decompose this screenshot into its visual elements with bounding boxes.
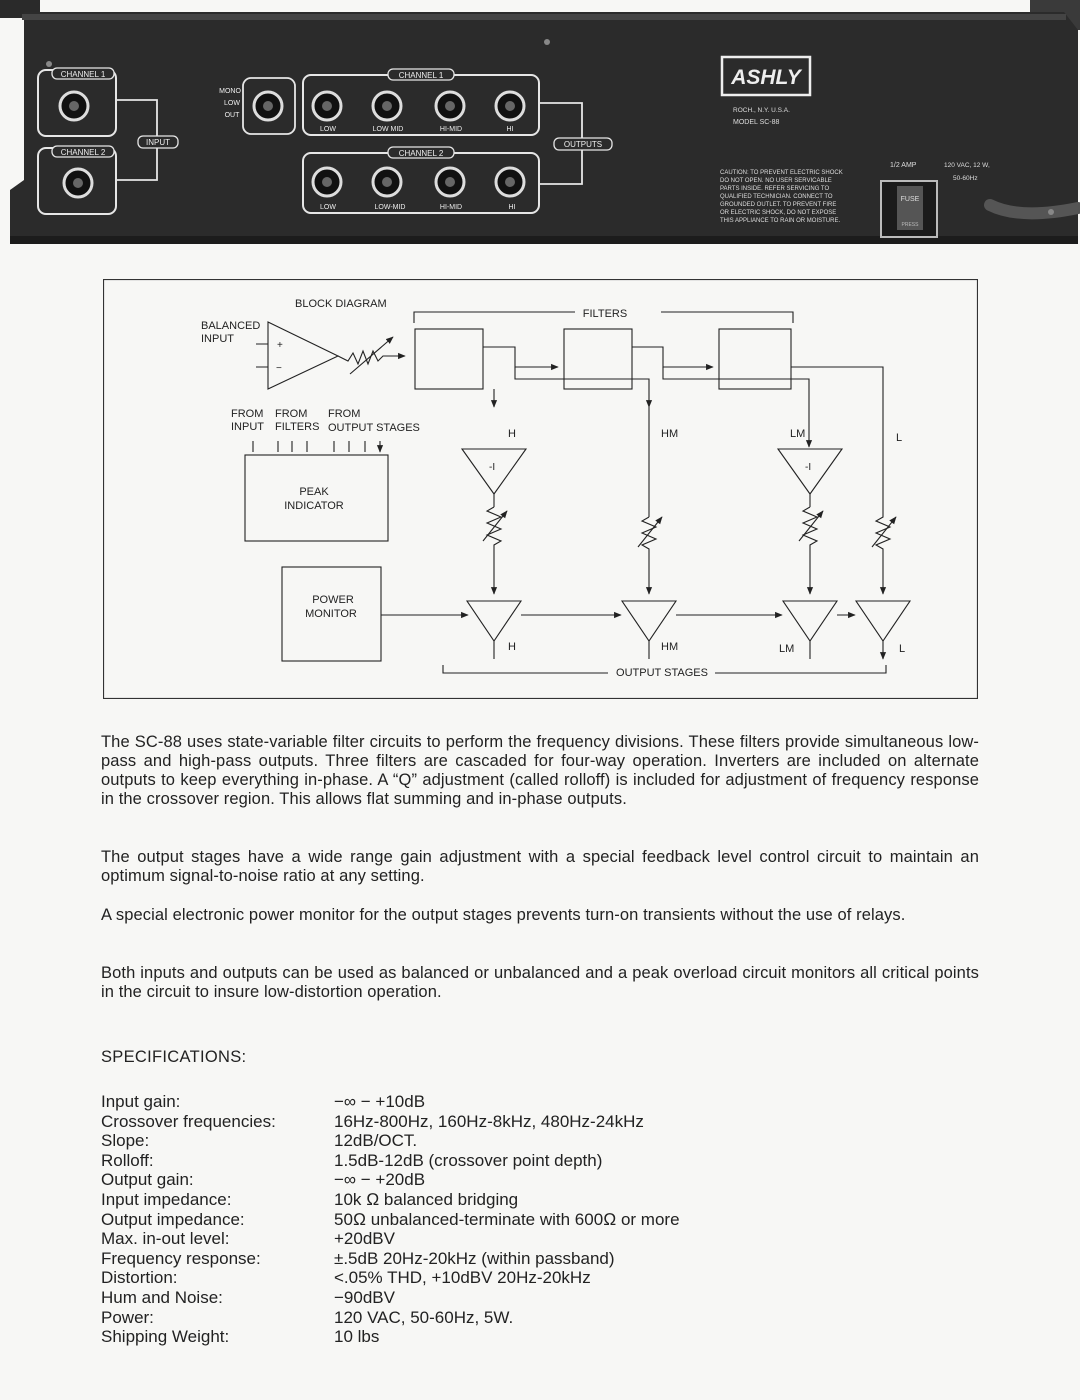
spec-value: −∞ − +20dB xyxy=(334,1170,426,1190)
svg-text:DO NOT OPEN. NO USER SERVICABL: DO NOT OPEN. NO USER SERVICABLE xyxy=(720,178,832,184)
input-label-diagram: INPUT xyxy=(201,333,234,345)
model-text: MODEL SC-88 xyxy=(733,119,780,126)
filter-2 xyxy=(564,329,632,389)
peak-indicator-box xyxy=(245,455,388,541)
spec-value: −∞ − +10dB xyxy=(334,1092,426,1111)
out-l-label: L xyxy=(899,643,906,655)
spec-row xyxy=(101,1249,680,1269)
output-stage-h xyxy=(467,601,521,641)
balanced-label: BALANCED xyxy=(201,320,261,332)
amp-text: 1/2 AMP xyxy=(890,162,917,169)
inverter-lm-label: -I xyxy=(805,462,812,473)
spec-row xyxy=(101,1210,680,1230)
specifications-list xyxy=(101,1092,680,1347)
spec-row xyxy=(101,1092,680,1112)
from-input-1: FROM xyxy=(231,408,264,420)
spec-value: 50Ω unbalanced-terminate with 600Ω or more xyxy=(334,1209,680,1229)
ch1-low-label: LOW xyxy=(320,126,336,133)
fuse-holder[interactable] xyxy=(881,181,937,237)
from-filters-1: FROM xyxy=(275,408,308,420)
output-stage-l xyxy=(856,601,910,641)
out-h-label: H xyxy=(508,641,516,653)
spec-row xyxy=(101,1229,680,1249)
from-filters-2: FILTERS xyxy=(275,421,320,433)
output-stages-label: OUTPUT STAGES xyxy=(616,667,708,679)
output-stage-lm xyxy=(783,601,837,641)
mono-label: MONO xyxy=(219,88,241,95)
outputs-label: OUTPUTS xyxy=(563,140,603,149)
paragraph-filters: The SC-88 uses state-variable filter circuits to perform the frequency divisions. These filters provide simultaneous low-pass and high-pass outputs. Three filters are cascaded for four-way operation. Inverters are included on alternate outputs to keep everything in-phase. A “Q” adjustment (called rolloff) is included for adjustment of frequency response in the crossover region. This allows flat summing and in-phase outputs. xyxy=(101,733,979,808)
from-input-2: INPUT xyxy=(231,421,264,433)
peak-label-1: PEAK xyxy=(299,486,329,498)
spec-row xyxy=(101,1288,680,1308)
fuse-press-label: PRESS xyxy=(901,222,919,228)
ch2-low-label: LOW xyxy=(320,204,336,211)
spec-value: 120 VAC, 50-60Hz, 5W. xyxy=(334,1307,514,1327)
power-label-1: POWER xyxy=(312,594,354,606)
plus-sign: + xyxy=(277,340,283,351)
ch2-low-mid-label: LOW-MID xyxy=(374,204,406,211)
spec-label: Output gain: xyxy=(101,1170,194,1190)
fuse-label: FUSE xyxy=(900,196,920,203)
out-lm-label: LM xyxy=(779,643,795,655)
spec-label: Power: xyxy=(101,1307,154,1327)
ch1-low-mid-label: LOW MID xyxy=(372,126,404,133)
svg-text:QUALIFIED TECHNICIAN. CONNECT: QUALIFIED TECHNICIAN. CONNECT TO xyxy=(720,194,833,200)
diagram-title: BLOCK DIAGRAM xyxy=(295,298,387,310)
input-amplifier xyxy=(268,322,338,389)
filter-1 xyxy=(415,329,483,389)
minus-sign: − xyxy=(276,363,282,374)
spec-label: Input impedance: xyxy=(101,1189,232,1209)
spec-label: Output impedance: xyxy=(101,1209,245,1229)
band-h-label: H xyxy=(508,428,516,440)
channel-1-input-label: CHANNEL 1 xyxy=(60,70,106,79)
location-text: ROCH., N.Y. U.S.A. xyxy=(733,107,790,114)
svg-text:OR ELECTRIC SHOCK, DO NOT EXPO: OR ELECTRIC SHOCK, DO NOT EXPOSE xyxy=(720,210,837,216)
input-label: INPUT xyxy=(146,138,170,147)
power-rating-2: 50-60Hz xyxy=(953,175,978,182)
ch1-hi-mid-label: HI-MID xyxy=(439,126,463,133)
block-diagram xyxy=(103,279,978,699)
spec-label: Max. in-out level: xyxy=(101,1229,230,1249)
band-lm-label: LM xyxy=(790,428,806,440)
svg-text:GROUNDED OUTLET. TO PREVENT FI: GROUNDED OUTLET. TO PREVENT FIRE xyxy=(720,202,837,208)
spec-value: 1.5dB-12dB (crossover point depth) xyxy=(334,1150,603,1170)
spec-value: 16Hz-800Hz, 160Hz-8kHz, 480Hz-24kHz xyxy=(334,1111,644,1131)
peak-label-2: INDICATOR xyxy=(284,500,344,512)
low-label: LOW xyxy=(224,100,240,107)
spec-row xyxy=(101,1151,680,1171)
spec-label: Rolloff: xyxy=(101,1150,154,1170)
out-hm-label: HM xyxy=(661,641,679,653)
spec-value: ±.5dB 20Hz-20kHz (within passband) xyxy=(334,1248,615,1268)
power-label-2: MONITOR xyxy=(305,608,357,620)
band-l-label: L xyxy=(896,432,903,444)
spec-label: Input gain: xyxy=(101,1092,181,1111)
svg-text:THIS APPLIANCE TO RAIN OR MOIS: THIS APPLIANCE TO RAIN OR MOISTURE. xyxy=(720,218,841,224)
spec-value: +20dBV xyxy=(334,1229,395,1249)
spec-label: Frequency response: xyxy=(101,1248,261,1268)
spec-row xyxy=(101,1268,680,1288)
paragraph-power-monitor: A special electronic power monitor for the output stages prevents turn-on transients without the use of relays. xyxy=(101,906,906,924)
channel-2-input-label: CHANNEL 2 xyxy=(60,148,106,157)
spec-value: <.05% THD, +10dBV 20Hz-20kHz xyxy=(334,1268,591,1288)
filter-3 xyxy=(719,329,791,389)
spec-value: 10 lbs xyxy=(334,1327,380,1347)
spec-row xyxy=(101,1112,680,1132)
band-hm-label: HM xyxy=(661,428,679,440)
ch2-hi-mid-label: HI-MID xyxy=(439,204,463,211)
channel-1-output-label: CHANNEL 1 xyxy=(398,71,444,80)
ch2-hi-label: HI xyxy=(508,204,516,211)
paragraph-balanced-io: Both inputs and outputs can be used as balanced or unbalanced and a peak overload circuit monitors all critical points in the circuit to insure low-distortion operation. xyxy=(101,964,979,1001)
brand-text: ASHLY xyxy=(731,66,801,89)
filters-label: FILTERS xyxy=(582,308,628,320)
caution-text xyxy=(720,170,843,224)
spec-label: Crossover frequencies: xyxy=(101,1111,276,1131)
rear-panel-photo xyxy=(0,0,1080,252)
spec-row xyxy=(101,1131,680,1151)
power-rating-1: 120 VAC, 12 W, xyxy=(944,162,990,169)
spec-label: Slope: xyxy=(101,1131,150,1151)
spec-row xyxy=(101,1170,680,1190)
paragraph-output-stages: The output stages have a wide range gain adjustment with a special feedback level control circuit to maintain an optimum signal-to-noise ratio at any setting. xyxy=(101,848,979,885)
specifications-heading: SPECIFICATIONS: xyxy=(101,1048,247,1066)
svg-text:CAUTION: TO PREVENT ELECTRIC S: CAUTION: TO PREVENT ELECTRIC SHOCK xyxy=(720,170,843,176)
spec-label: Distortion: xyxy=(101,1268,178,1288)
spec-row xyxy=(101,1327,680,1347)
spec-value: 12dB/OCT. xyxy=(334,1131,418,1151)
output-stage-hm xyxy=(622,601,676,641)
diagram-frame xyxy=(104,280,978,699)
svg-text:PARTS INSIDE. REFER SERVICING: PARTS INSIDE. REFER SERVICING TO xyxy=(720,186,830,192)
ch1-hi-label: HI xyxy=(506,126,514,133)
from-output-2: OUTPUT STAGES xyxy=(328,422,420,434)
inverter-h-label: -I xyxy=(489,462,496,473)
channel-2-output-label: CHANNEL 2 xyxy=(398,149,444,158)
spec-value: −90dBV xyxy=(334,1287,395,1307)
spec-label: Shipping Weight: xyxy=(101,1327,230,1347)
out-label: OUT xyxy=(224,112,240,119)
spec-value: 10k Ω balanced bridging xyxy=(334,1189,519,1209)
spec-label: Hum and Noise: xyxy=(101,1287,223,1307)
from-output-1: FROM xyxy=(328,408,361,420)
spec-row xyxy=(101,1308,680,1328)
spec-row xyxy=(101,1190,680,1210)
